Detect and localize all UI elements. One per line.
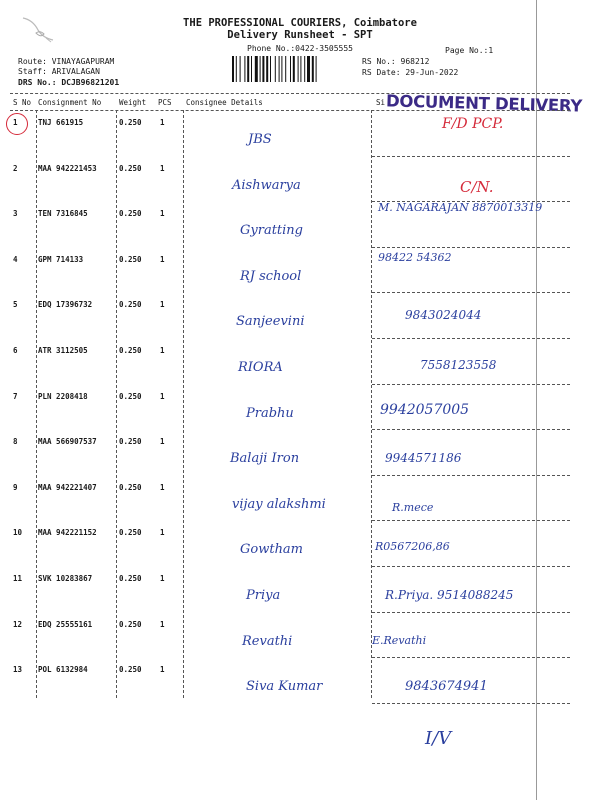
row-separator — [372, 384, 570, 385]
route-label: Route: VINAYAGAPURAM — [18, 57, 115, 66]
serial-number: 3 — [13, 209, 18, 219]
consignment-number: GPM 714133 — [38, 254, 84, 264]
consignment-number: PLN 2208418 — [38, 391, 88, 401]
consignee-name: RJ school — [240, 268, 302, 284]
pcs-count: 1 — [160, 209, 165, 219]
serial-number: 8 — [13, 437, 18, 447]
col-consignment: Consignment No — [38, 98, 102, 107]
signature-text: F/D PCP. — [442, 116, 504, 132]
row-separator — [372, 703, 570, 704]
serial-number: 1 — [13, 118, 18, 127]
row-separator — [372, 429, 570, 430]
rs-date: RS Date: 29-Jun-2022 — [362, 68, 459, 77]
row-separator — [372, 156, 570, 157]
serial-number: 11 — [13, 574, 23, 583]
signature-text: R0567206,86 — [375, 540, 450, 554]
signature-text: 98422 54362 — [378, 250, 452, 264]
consignee-name: Gyratting — [240, 223, 303, 239]
consignee-name: Sanjeevini — [236, 314, 305, 330]
header-rule-top — [10, 93, 570, 94]
serial-number: 13 — [13, 665, 23, 675]
pcs-count: 1 — [160, 482, 165, 492]
pcs-count: 1 — [160, 391, 165, 401]
consignee-name: Siva Kumar — [246, 679, 323, 695]
consignee-name: vijay alakshmi — [232, 496, 326, 512]
row-separator — [372, 475, 570, 476]
col-pcs: PCS — [158, 98, 172, 107]
consignment-number: MAA 942221152 — [38, 528, 97, 538]
scribble-mark — [18, 8, 58, 48]
row-separator — [372, 520, 570, 521]
signature-text: R.mece — [392, 500, 434, 514]
consignment-number: ATR 3112505 — [38, 346, 88, 355]
col-weight: Weight — [119, 98, 147, 107]
consignment-number: EDQ 17396732 — [38, 300, 93, 310]
pcs-count: 1 — [160, 118, 165, 127]
weight-value: 0.250 — [119, 528, 142, 538]
consignee-name: RIORA — [238, 360, 283, 375]
col-sno: S No — [13, 98, 32, 107]
weight-value: 0.250 — [119, 437, 142, 447]
company-title: THE PROFESSIONAL COURIERS, Coimbatore — [183, 17, 417, 29]
col-divider — [116, 110, 117, 698]
weight-value: 0.250 — [119, 619, 142, 629]
consignment-number: MAA 942221453 — [38, 163, 97, 173]
signature-text: M. NAGARAJAN 8870013319 — [378, 201, 543, 215]
weight-value: 0.250 — [119, 118, 142, 127]
pcs-count: 1 — [160, 619, 165, 629]
staff-label: Staff: ARIVALAGAN — [18, 67, 100, 76]
row-separator — [372, 566, 570, 567]
phone-number: Phone No.:0422-3505555 — [247, 44, 353, 53]
serial-number: 9 — [13, 482, 18, 492]
header-rule-bottom — [10, 110, 570, 111]
serial-number: 10 — [13, 528, 23, 538]
consignment-number: MAA 942221407 — [38, 482, 97, 492]
consignee-name: JBS — [248, 132, 272, 147]
signature-text: 9843024044 — [405, 308, 482, 323]
pcs-count: 1 — [160, 574, 165, 583]
consignee-name: Revathi — [242, 633, 293, 649]
consignee-name: Aishwarya — [232, 177, 301, 193]
consignee-name: Prabhu — [246, 405, 294, 421]
consignee-name: Gowtham — [240, 542, 304, 558]
signature-text: E.Revathi — [372, 633, 427, 647]
signature-text: C/N. — [460, 177, 494, 196]
weight-value: 0.250 — [119, 391, 142, 401]
weight-value: 0.250 — [119, 209, 142, 219]
row-separator — [372, 657, 570, 658]
consignment-number: TNJ 661915 — [38, 118, 84, 127]
col-divider — [183, 110, 184, 698]
col-consignee: Consignee Details — [186, 98, 263, 107]
serial-number: 6 — [13, 346, 18, 355]
pcs-count: 1 — [160, 665, 165, 675]
row-separator — [372, 247, 570, 248]
consignee-name: Balaji Iron — [230, 451, 300, 467]
runsheet-title: Delivery Runsheet - SPT — [227, 29, 373, 41]
weight-value: 0.250 — [119, 665, 142, 675]
row-circle-mark — [6, 113, 28, 135]
drs-number: DRS No.: DCJB96821201 — [18, 78, 120, 87]
consignee-name: Priya — [246, 588, 281, 603]
serial-number: 12 — [13, 619, 23, 629]
footer-mark: I/V — [425, 728, 452, 749]
signature-text: 9843674941 — [405, 679, 488, 695]
page-number: Page No.:1 — [445, 46, 494, 55]
consignment-number: POL 6132984 — [38, 665, 88, 675]
pcs-count: 1 — [160, 346, 165, 355]
signature-text: 9942057005 — [380, 401, 470, 418]
col-divider — [36, 110, 37, 698]
serial-number: 5 — [13, 300, 18, 310]
row-separator — [372, 338, 570, 339]
weight-value: 0.250 — [119, 163, 142, 173]
rs-number: RS No.: 968212 — [362, 57, 430, 66]
document-delivery-stamp: DOCUMENT DELIVERY — [385, 91, 583, 116]
pcs-count: 1 — [160, 300, 165, 310]
weight-value: 0.250 — [119, 254, 142, 264]
signature-text: 7558123558 — [420, 358, 497, 372]
consignment-number: MAA 566907537 — [38, 437, 97, 447]
row-separator — [372, 612, 570, 613]
col-signature: Si — [376, 98, 386, 107]
weight-value: 0.250 — [119, 482, 142, 492]
pcs-count: 1 — [160, 437, 165, 447]
consignment-number: EDQ 25555161 — [38, 619, 93, 629]
pcs-count: 1 — [160, 254, 165, 264]
weight-value: 0.250 — [119, 346, 142, 355]
page-edge — [536, 0, 537, 800]
row-separator — [372, 292, 570, 293]
serial-number: 2 — [13, 163, 18, 173]
consignment-number: SVK 10283867 — [38, 574, 93, 583]
serial-number: 7 — [13, 391, 18, 401]
pcs-count: 1 — [160, 528, 165, 538]
barcode-image — [232, 56, 356, 82]
signature-text: R.Priya. 9514088245 — [385, 588, 514, 602]
col-divider — [371, 110, 372, 698]
serial-number: 4 — [13, 254, 18, 264]
signature-text: 9944571186 — [385, 451, 462, 466]
pcs-count: 1 — [160, 163, 165, 173]
consignment-number: TEN 7316845 — [38, 209, 88, 219]
weight-value: 0.250 — [119, 574, 142, 583]
weight-value: 0.250 — [119, 300, 142, 310]
